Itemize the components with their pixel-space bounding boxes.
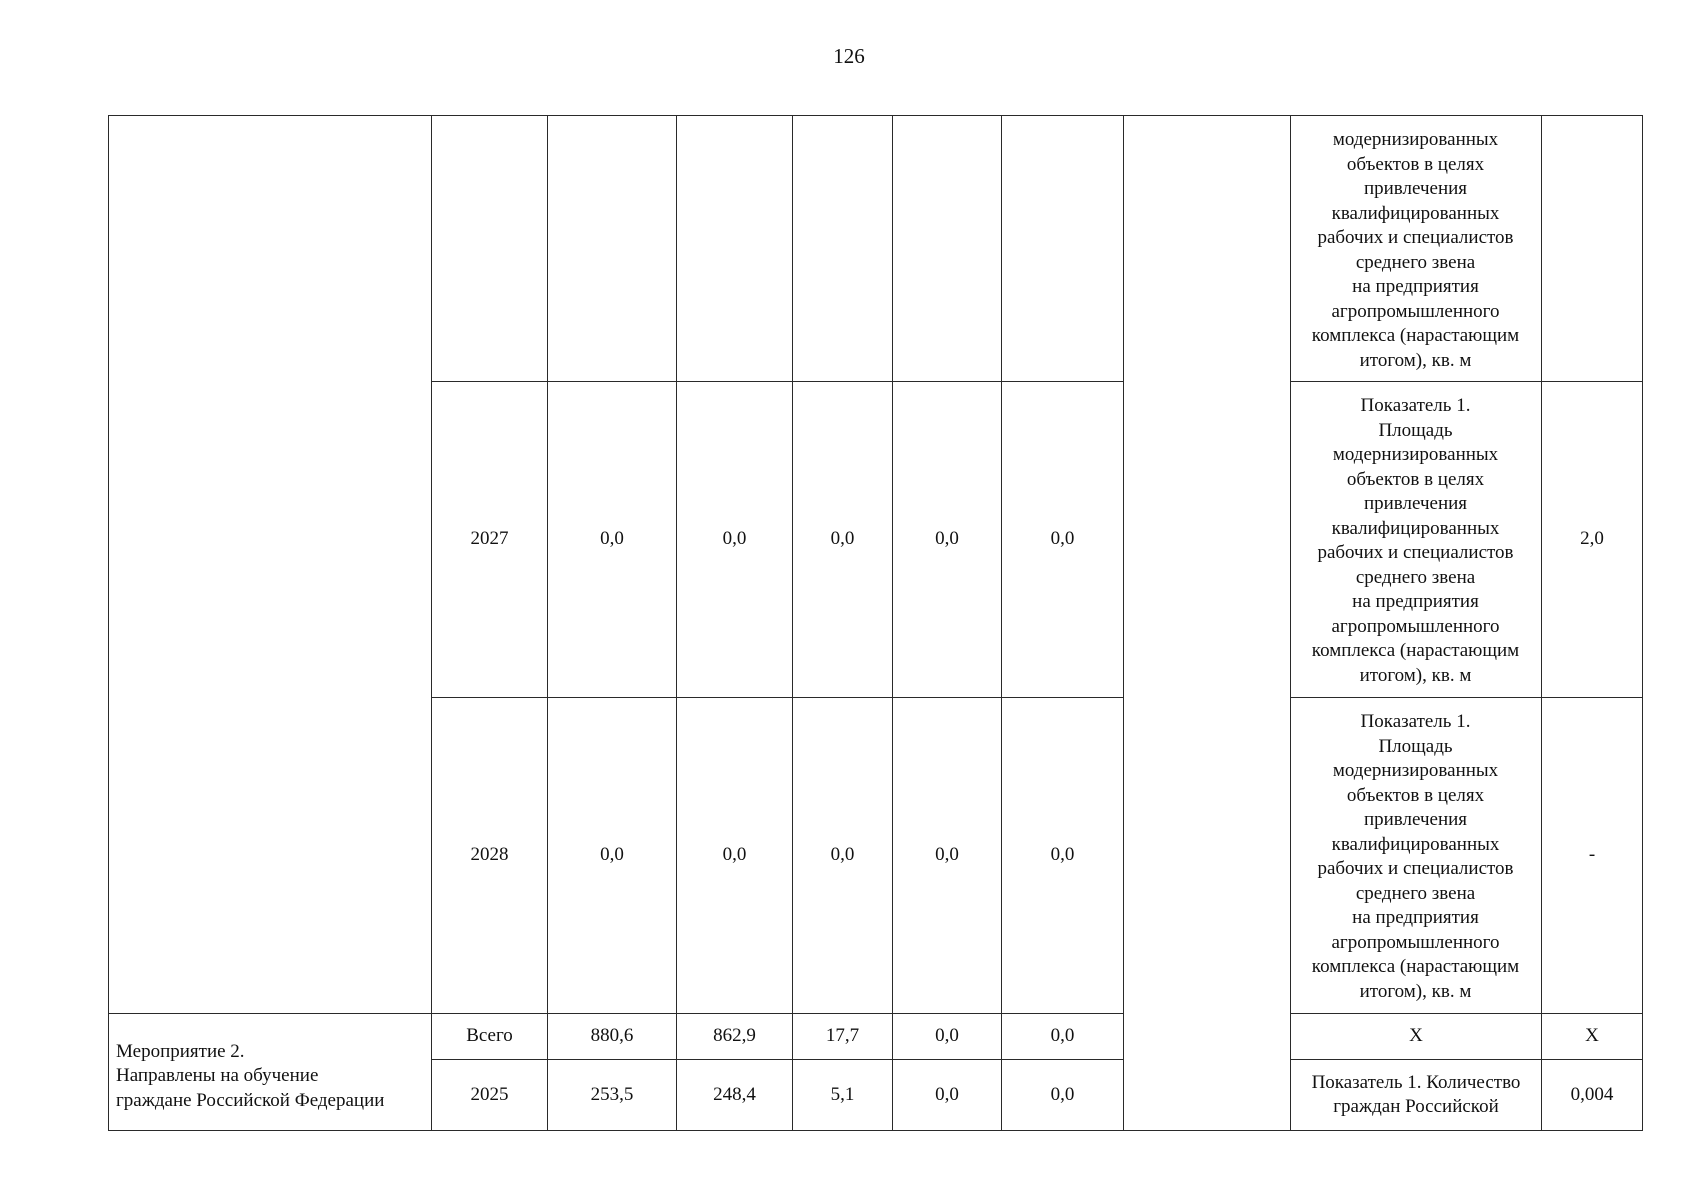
indicator-value-cell: - xyxy=(1542,698,1643,1014)
indicator-cell xyxy=(1291,1060,1542,1131)
value-cell: 880,6 xyxy=(548,1014,677,1060)
value-cell xyxy=(1002,116,1124,382)
value-cell: 0,0 xyxy=(1002,1014,1124,1060)
indicator-line: среднего звена xyxy=(1355,251,1476,273)
indicator-line: на предприятия xyxy=(1352,907,1479,928)
indicator-value-cell: 0,004 xyxy=(1542,1060,1643,1131)
value-cell: 0,0 xyxy=(893,1014,1002,1060)
indicator-line: комплекса (нарастающим xyxy=(1311,956,1520,977)
indicator-line: среднего звена xyxy=(1355,566,1476,588)
indicator-line: объектов в целях xyxy=(1346,784,1485,806)
value-cell xyxy=(548,116,677,382)
indicator-line: модернизированных xyxy=(1332,129,1499,150)
indicator-line: Площадь xyxy=(1378,735,1453,757)
indicator-line: квалифицированных xyxy=(1331,833,1500,855)
year-cell: 2025 xyxy=(432,1060,548,1131)
value-cell xyxy=(677,116,793,382)
indicator-cell xyxy=(1291,382,1542,698)
table-row-event2-total xyxy=(109,1014,1643,1060)
indicator-line: модернизированных xyxy=(1332,760,1499,781)
indicator-cell: Х xyxy=(1291,1014,1542,1060)
value-cell: 0,0 xyxy=(677,382,793,698)
value-cell xyxy=(793,116,893,382)
value-cell xyxy=(893,116,1002,382)
indicator-line: агропромышленного xyxy=(1331,615,1500,637)
event-title-line: Мероприятие 2. xyxy=(116,1040,245,1062)
value-cell: 0,0 xyxy=(793,382,893,698)
value-cell: 0,0 xyxy=(793,698,893,1014)
indicator-line: рабочих и специалистов xyxy=(1317,542,1514,563)
value-cell: 0,0 xyxy=(1002,698,1124,1014)
year-cell: Всего xyxy=(432,1014,548,1060)
indicator-line: объектов в целях xyxy=(1346,468,1485,490)
indicator-line: привлечения xyxy=(1363,178,1468,199)
value-cell: 0,0 xyxy=(893,382,1002,698)
value-cell: 0,0 xyxy=(677,698,793,1014)
value-cell: 0,0 xyxy=(893,1060,1002,1131)
year-cell: 2027 xyxy=(432,382,548,698)
indicator-line: Показатель 1. Количество xyxy=(1311,1071,1521,1093)
indicator-value-cell: 2,0 xyxy=(1542,382,1643,698)
table-row-continuation xyxy=(109,116,1643,382)
value-cell: 0,0 xyxy=(548,382,677,698)
indicator-line: агропромышленного xyxy=(1331,300,1500,322)
indicator-line: привлечения xyxy=(1363,809,1468,830)
indicator-line: рабочих и специалистов xyxy=(1317,858,1514,879)
indicator-line: квалифицированных xyxy=(1331,202,1500,224)
indicator-line: рабочих и специалистов xyxy=(1317,227,1514,248)
event-title-line: граждане Российской Федерации xyxy=(116,1089,385,1111)
indicator-line: итогом), кв. м xyxy=(1359,664,1472,686)
event-title-line: Направлены на обучение xyxy=(116,1065,319,1087)
indicator-value-cell: Х xyxy=(1542,1014,1643,1060)
budget-table xyxy=(108,115,1643,1131)
year-cell: 2028 xyxy=(432,698,548,1014)
indicator-value-cell xyxy=(1542,116,1643,382)
value-cell: 0,0 xyxy=(548,698,677,1014)
indicator-line: Показатель 1. xyxy=(1360,711,1471,732)
indicator-line: квалифицированных xyxy=(1331,517,1500,539)
indicator-line: граждан Российской xyxy=(1333,1096,1499,1117)
value-cell: 5,1 xyxy=(793,1060,893,1131)
indicator-line: среднего звена xyxy=(1355,882,1476,904)
indicator-cell xyxy=(1291,698,1542,1014)
value-cell: 0,0 xyxy=(1002,1060,1124,1131)
empty-event-cell xyxy=(109,116,432,1014)
event-title-cell xyxy=(109,1014,432,1131)
indicator-line: итогом), кв. м xyxy=(1359,980,1472,1002)
responsible-cell xyxy=(1124,116,1291,1131)
value-cell: 0,0 xyxy=(893,698,1002,1014)
indicator-line: на предприятия xyxy=(1352,276,1479,297)
indicator-line: агропромышленного xyxy=(1331,931,1500,953)
value-cell: 248,4 xyxy=(677,1060,793,1131)
page-number: 126 xyxy=(833,44,865,68)
indicator-line: Площадь xyxy=(1378,419,1453,441)
indicator-line: на предприятия xyxy=(1352,591,1479,612)
indicator-line: комплекса (нарастающим xyxy=(1311,325,1520,346)
indicator-line: итогом), кв. м xyxy=(1359,349,1472,371)
value-cell: 862,9 xyxy=(677,1014,793,1060)
indicator-line: Показатель 1. xyxy=(1360,395,1471,416)
indicator-line: привлечения xyxy=(1363,493,1468,514)
indicator-line: комплекса (нарастающим xyxy=(1311,640,1520,661)
value-cell: 253,5 xyxy=(548,1060,677,1131)
value-cell: 17,7 xyxy=(793,1014,893,1060)
indicator-line: модернизированных xyxy=(1332,444,1499,465)
year-cell xyxy=(432,116,548,382)
value-cell: 0,0 xyxy=(1002,382,1124,698)
indicator-line: объектов в целях xyxy=(1346,153,1485,175)
indicator-cell xyxy=(1291,116,1542,382)
